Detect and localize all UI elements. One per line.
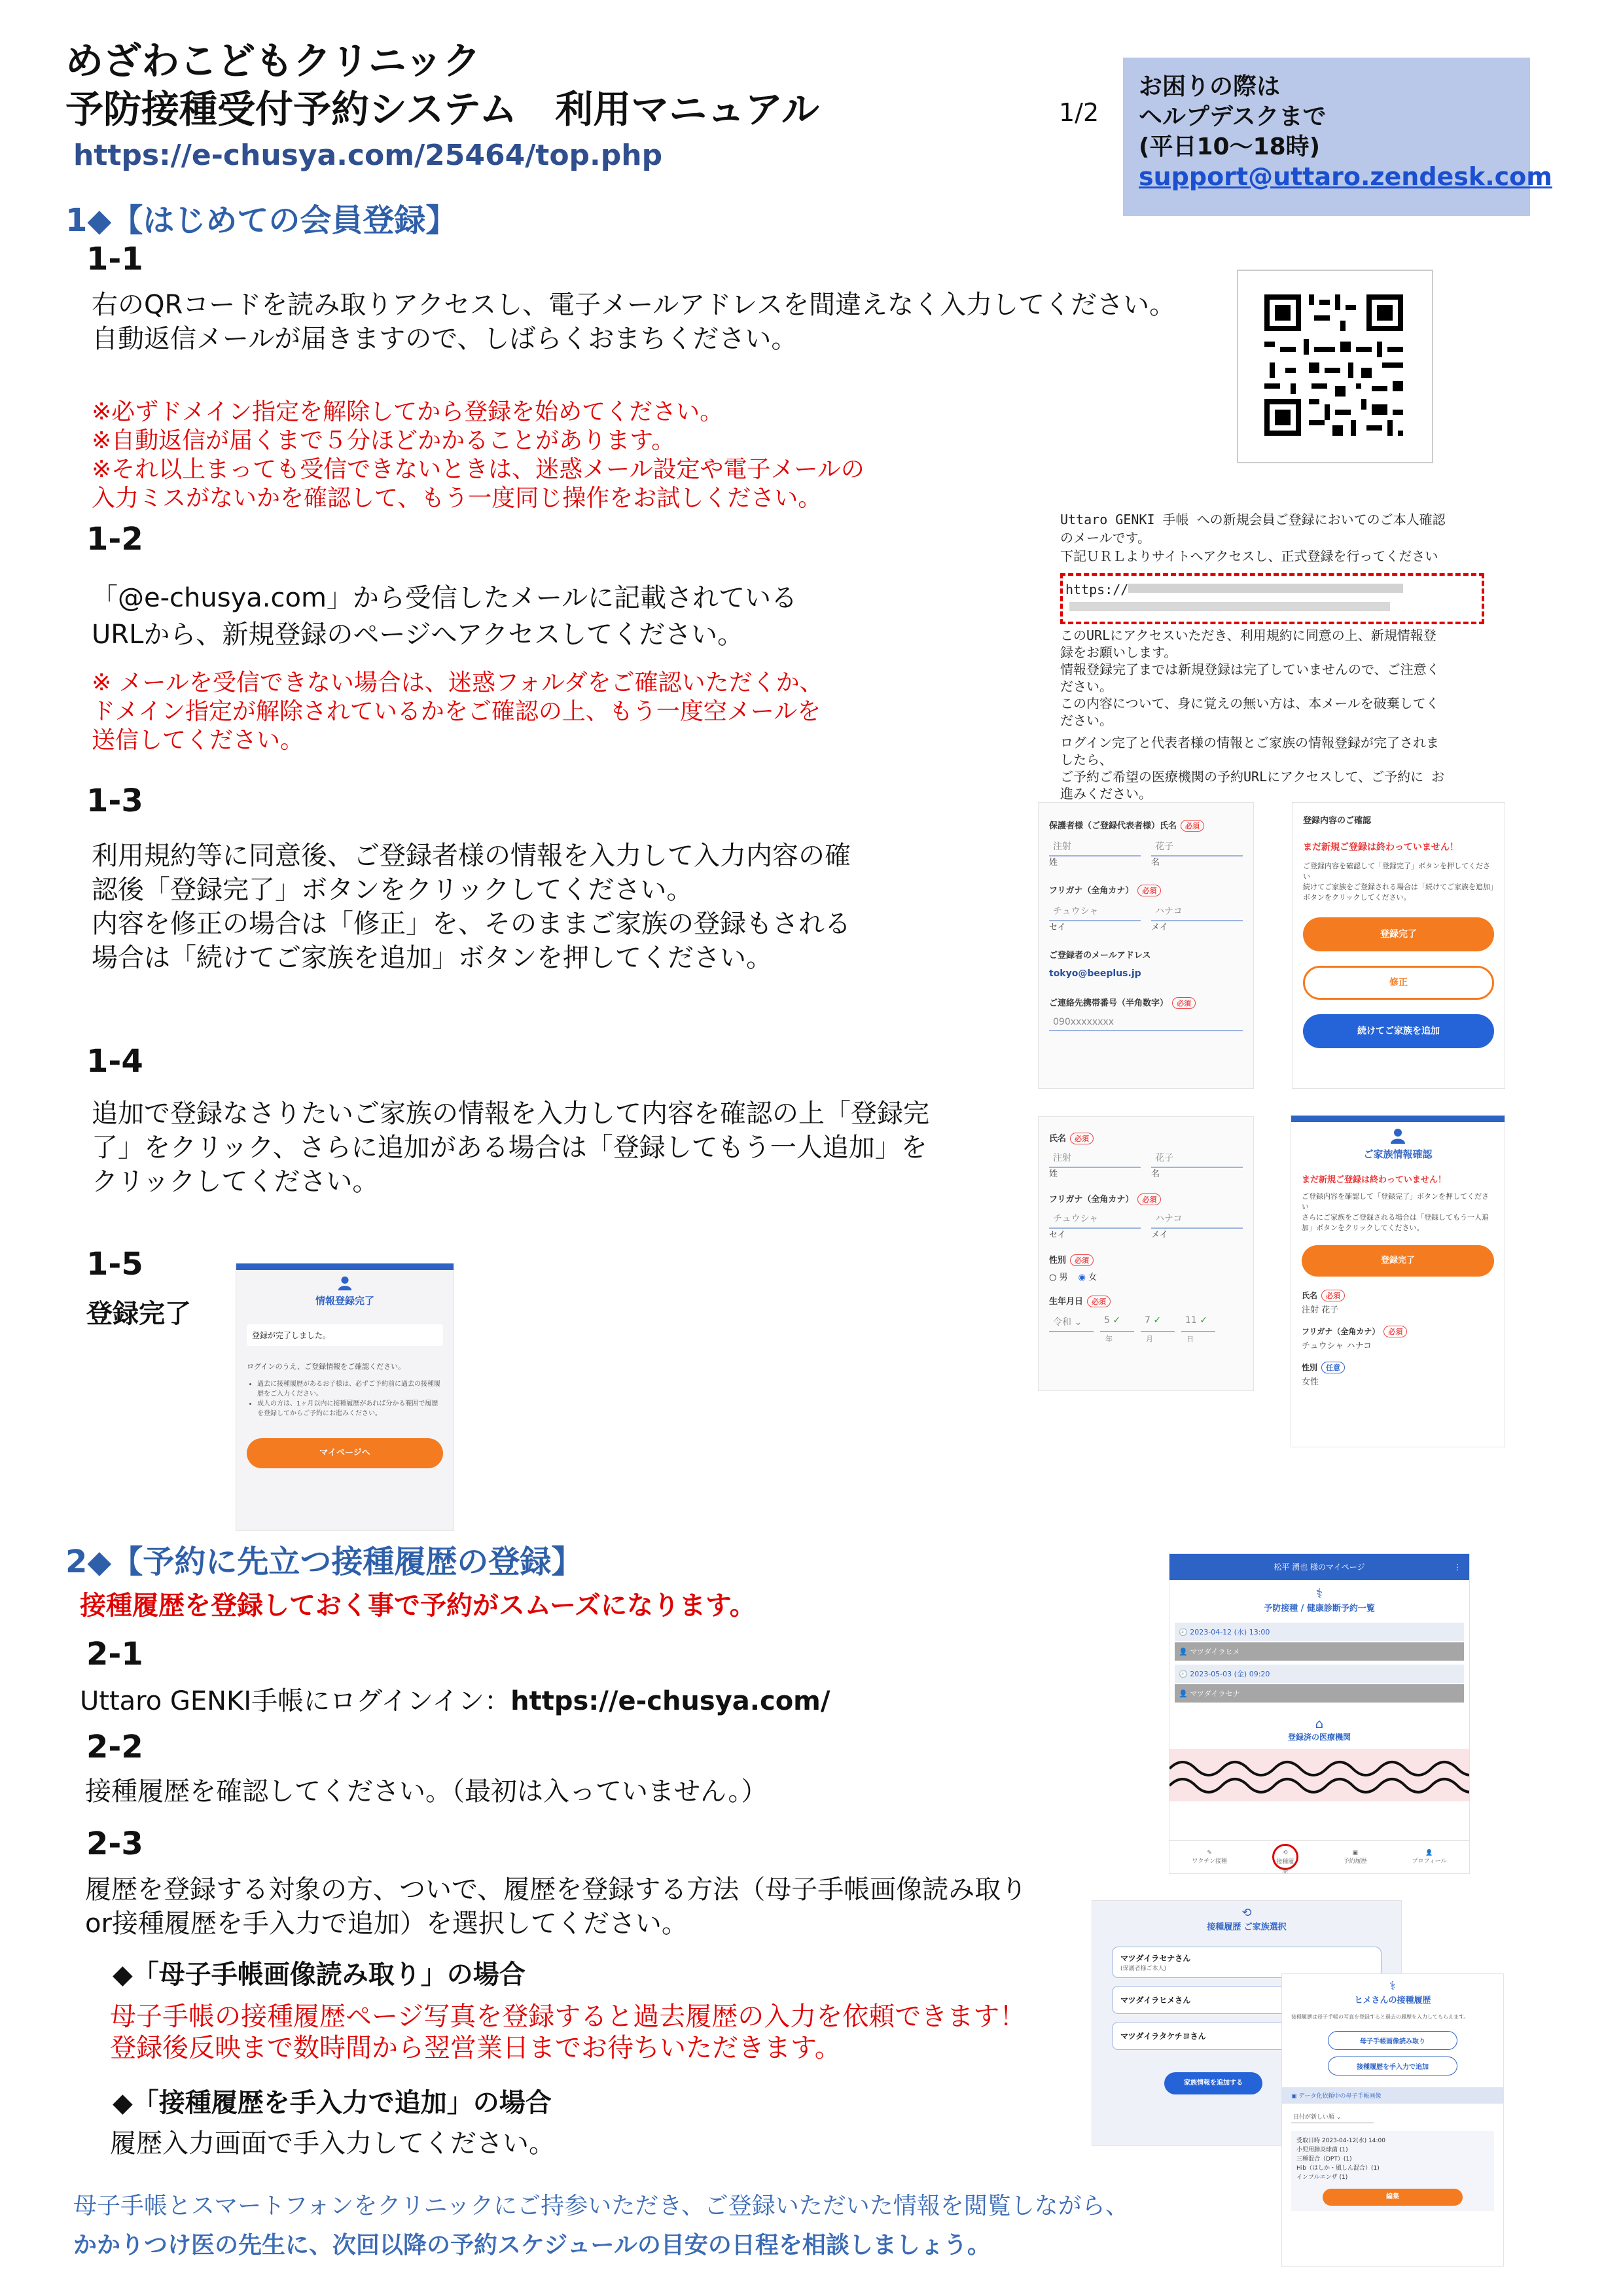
done-bullet-2: • 成人の方は、1ヶ月以内に接種履歴があれば分かる範囲で履歴を登録してからご予約にお進みください。 <box>257 1399 443 1419</box>
era-value: 令和 <box>1053 1317 1071 1328</box>
mypage-title: 予防接種 / 健康診断予約一覧 <box>1264 1604 1375 1614</box>
kana-last-field[interactable]: チュウシャ <box>1049 1209 1141 1229</box>
confirm-warning: まだ新規ご登録は終わっていません！ <box>1303 842 1459 853</box>
family-label-sex <box>1302 1362 1494 1373</box>
note-4: 入力ミスがないかを確認して、もう一度同じ操作をお試しください。 <box>92 485 822 512</box>
kana-first-field[interactable]: ハナコ <box>1151 902 1243 921</box>
radio-male-label: 男 <box>1059 1273 1068 1282</box>
step-1-4-text-3: クリックしてください。 <box>92 1167 379 1197</box>
help-email-link[interactable]: support@uttaro.zendesk.com <box>1139 162 1552 191</box>
stethoscope-icon: ⚕ <box>1389 1979 1396 1993</box>
kana-first-caption: メイ <box>1151 923 1168 932</box>
history-desc: 接種履歴は母子手帳の写真を登録すると過去の履歴を入力してもらえます。 <box>1291 2014 1469 2020</box>
case-photo-note-2: 登録後反映まで数時間から翌営業日までお待ちいただきます。 <box>110 2033 841 2063</box>
add-family-info-button[interactable]: 家族情報を追加する <box>1164 2072 1262 2094</box>
first-name-field[interactable]: 花子 <box>1151 1148 1243 1168</box>
label-kana-text: フリガナ（全角カナ） <box>1049 1195 1134 1205</box>
family-desc-2: さらにご家族をご登録される場合は「登録してもう一人追加」ボタンをクリックしてください。 <box>1302 1213 1489 1232</box>
radio-male[interactable]: ○ 男 <box>1049 1273 1068 1282</box>
step-2-2-number: 2-2 <box>86 1729 143 1765</box>
mail-line: 録をお願いします。 <box>1060 645 1177 660</box>
done-bullet-1: • 過去に接種履歴があるお子様は、必ずご予約前に過去の接種履歴をご入力ください。 <box>257 1379 443 1399</box>
nav-history-label: 接種履歴 <box>1276 1859 1294 1874</box>
done-message-box: 登録が完了しました。 <box>247 1324 443 1346</box>
first-name-caption: 名 <box>1151 858 1160 868</box>
history-record-card <box>1291 2131 1494 2211</box>
person-1-name: マツダイラセナさん <box>1120 1954 1191 1963</box>
family-name-value: 注射 花子 <box>1302 1305 1339 1315</box>
year-value: 5 <box>1104 1315 1110 1326</box>
optional-badge: 任意 <box>1321 1362 1345 1373</box>
section-2-lead: 接種履歴を登録しておく事で予約がスムーズになります。 <box>80 1591 756 1621</box>
required-badge: 必須 <box>1181 820 1204 832</box>
user-icon <box>236 1275 454 1294</box>
step-1-3-text-4: 場合は「続けてご家族を追加」ボタンを押してください。 <box>92 943 772 973</box>
step-1-2-text-1: 「@e-chusya.com」から受信したメールに記載されている <box>92 583 798 613</box>
family-desc-1: ご登録内容を確認して「登録完了」ボタンを押してください <box>1302 1192 1489 1211</box>
registrant-form-image <box>1038 802 1254 1089</box>
helpdesk-box <box>1123 58 1552 216</box>
record-item: 三種混合（DPT）(1) <box>1296 2156 1352 2163</box>
family-select-title: 接種履歴 ご家族選択 <box>1207 1922 1287 1932</box>
last-name-field[interactable]: 注射 <box>1049 837 1141 857</box>
nav-vaccine-label: ワクチン接種 <box>1192 1858 1227 1865</box>
label-name <box>1049 819 1243 832</box>
nav-history[interactable]: ⟲ 接種履歴 <box>1272 1844 1298 1870</box>
page-number: 1/2 <box>1059 98 1099 127</box>
label-mail: ご登録者のメールアドレス <box>1049 951 1151 961</box>
kana-last-caption: セイ <box>1049 923 1066 932</box>
required-badge: 必須 <box>1070 1133 1094 1144</box>
step-2-3-number: 2-3 <box>86 1826 143 1862</box>
top-url-link[interactable]: https://e-chusya.com/25464/top.php <box>73 139 663 172</box>
login-url-link[interactable]: https://e-chusya.com/ <box>510 1686 830 1716</box>
confirm-title: 登録内容のご確認 <box>1303 816 1372 826</box>
section-1-heading: 1◆【はじめての会員登録】 <box>65 202 457 239</box>
radio-female[interactable]: ◉ 女 <box>1078 1273 1097 1282</box>
label-sex-text: 性別 <box>1049 1256 1067 1265</box>
year-field[interactable]: 5 ✓ <box>1100 1313 1134 1332</box>
kana-first-field[interactable]: ハナコ <box>1151 1209 1243 1229</box>
kana-last-caption: セイ <box>1049 1230 1066 1240</box>
label-birth <box>1049 1294 1243 1307</box>
kana-first-caption: メイ <box>1151 1230 1168 1240</box>
registration-complete-label: 登録完了 <box>86 1299 191 1329</box>
last-name-field[interactable]: 注射 <box>1049 1148 1141 1168</box>
day-caption: 日 <box>1186 1335 1194 1343</box>
step-1-4-text-2: 了」をクリック、さらに追加がある場合は「登録してもう一人追加」を <box>92 1133 927 1163</box>
step-2-2-text: 接種履歴を確認してください。（最初は入っていません。） <box>85 1776 768 1807</box>
case-manual-heading: ◆「接種履歴を手入力で追加」の場合 <box>113 2088 552 2118</box>
section-2-heading: 2◆【予約に先立つ接種履歴の登録】 <box>65 1544 583 1580</box>
mail-line: 下記ＵＲＬよりサイトへアクセスし、正式登録を行ってください <box>1060 548 1438 564</box>
note-2: ※自動返信が届くまで５分ほどかかることがあります。 <box>92 427 675 454</box>
done-title: 情報登録完了 <box>315 1295 374 1307</box>
family-label-kana <box>1302 1326 1494 1337</box>
step-1-3-text-2: 認後「登録完了」ボタンをクリックしてください。 <box>92 875 693 905</box>
menu-icon[interactable]: ⋮ <box>1454 1563 1461 1572</box>
family-form-image <box>1038 1116 1254 1391</box>
note-1: ※必ずドメイン指定を解除してから登録を始めてください。 <box>92 398 724 425</box>
family-register-button[interactable]: 登録完了 <box>1302 1245 1494 1277</box>
kana-last-field[interactable]: チュウシャ <box>1049 902 1141 921</box>
user-icon <box>1291 1127 1505 1147</box>
add-family-button[interactable]: 続けてご家族を追加 <box>1303 1014 1494 1048</box>
step-2-1-line <box>80 1684 830 1718</box>
step-1-1-number: 1-1 <box>86 241 143 277</box>
family-kana-value: チュウシャ ハナコ <box>1302 1341 1372 1351</box>
record-item: 小児用肺炎球菌 (1) <box>1296 2147 1348 2153</box>
step-2-1-number: 2-1 <box>86 1636 143 1672</box>
pending-images-bar[interactable]: ▣ データ化依頼中の母子手帳画像 <box>1282 2087 1503 2104</box>
step-1-2-note-2: ドメイン指定が解除されているかをご確認の上、もう一度空メールを <box>92 698 821 725</box>
label-kana <box>1049 1192 1243 1205</box>
step-1-2-note-3: 送信してください。 <box>92 727 304 754</box>
mypage-button[interactable]: マイページへ <box>247 1438 443 1468</box>
mypage-header <box>1169 1554 1469 1580</box>
mail-line: 進みください。 <box>1060 786 1152 802</box>
reservation-1-name: マツダイラヒメ <box>1190 1648 1240 1656</box>
record-item: Hib（はしか・風しん混合）(1) <box>1296 2165 1380 2172</box>
step-1-1-text: 右のQRコードを読み取りアクセスし、電子メールアドレスを間違えなく入力してください。自動返信メールが届きますので、しばらくおまちください。 <box>92 290 1176 354</box>
case-photo-heading: ◆「母子手帳画像読み取り」の場合 <box>113 1960 526 1990</box>
step-1-3-number: 1-3 <box>86 783 143 819</box>
family-confirm-image <box>1291 1115 1505 1447</box>
first-name-field[interactable]: 花子 <box>1151 837 1243 857</box>
mail-line: ご予約ご希望の医療機関の予約URLにアクセスして、ご予約に お <box>1060 769 1445 785</box>
label-phone <box>1049 996 1243 1009</box>
label-phone-text: ご連絡先携帯番号（半角数字） <box>1049 998 1169 1008</box>
label-sex <box>1049 1253 1243 1266</box>
required-badge: 必須 <box>1087 1296 1111 1307</box>
record-date: 受取日時 2023-04-12(水) 14:00 <box>1296 2138 1385 2144</box>
wave-divider <box>1169 1749 1470 1801</box>
register-complete-button[interactable]: 登録完了 <box>1303 917 1494 951</box>
required-badge: 必須 <box>1137 1193 1161 1205</box>
vaccination-history-image <box>1281 1973 1504 2267</box>
help-hours: (平日10～18時) <box>1139 133 1321 160</box>
radio-female-label: 女 <box>1088 1273 1097 1282</box>
record-item: インフルエンザ (1) <box>1296 2174 1348 2181</box>
label-text: 性別 <box>1302 1363 1318 1372</box>
reservation-row-1[interactable]: 🕘 2023-04-12 (水) 13:00 <box>1175 1623 1464 1641</box>
reservation-row-2[interactable]: 🕘 2023-05-03 (金) 09:20 <box>1175 1665 1464 1683</box>
reservation-1-date: 2023-04-12 (水) 13:00 <box>1190 1628 1270 1636</box>
clinic-name: めざわこどもクリニック <box>65 39 481 83</box>
reservation-2-date: 2023-05-03 (金) 09:20 <box>1190 1670 1270 1678</box>
case-manual-text: 履歴入力画面で手入力してください。 <box>110 2128 555 2159</box>
history-title: ヒメさんの接種履歴 <box>1354 1996 1431 2005</box>
nav-profile-label: プロフィール <box>1412 1858 1447 1865</box>
step-1-4-text-1: 追加で登録なさりたいご家族の情報を入力して内容を確認の上「登録完 <box>92 1099 929 1129</box>
label-name <box>1049 1131 1243 1144</box>
step-1-2-note-1: ※ メールを受信できない場合は、迷惑フォルダをご確認いただくか、 <box>92 669 823 696</box>
header-bar <box>1291 1116 1505 1122</box>
mail-line: ログイン完了と代表者様の情報とご家族の情報登録が完了されま <box>1060 735 1439 751</box>
step-1-3-text-1: 利用規約等に同意後、ご登録者様の情報を入力して入力内容の確 <box>92 841 851 871</box>
qr-code-image[interactable] <box>1237 270 1433 463</box>
mail-line: のメールです。 <box>1060 530 1150 546</box>
step-1-4-number: 1-4 <box>86 1043 143 1080</box>
step-2-3-text-1: 履歴を登録する対象の方、ついで、履歴を登録する方法（母子手帳画像読み取り <box>85 1875 1027 1905</box>
family-warning: まだ新規ご登録は終わっていません！ <box>1302 1175 1446 1185</box>
stethoscope-icon: ⚕ <box>1315 1585 1323 1601</box>
month-caption: 月 <box>1146 1335 1153 1343</box>
day-value: 11 <box>1185 1315 1197 1326</box>
person-1-sub: (保護者様ご本人) <box>1120 1966 1167 1972</box>
confirm-desc-1: ご登録内容を確認して「登録完了」ボタンを押してください <box>1303 862 1490 881</box>
sort-value: 日付が新しい順 <box>1293 2114 1335 2121</box>
person-3-name: マツダイラタケチヨさん <box>1120 2032 1206 2041</box>
label-name-text: 保護者様（ご登録代表者様）氏名 <box>1049 821 1177 831</box>
step-2-1-text: Uttaro GENKI手帳にログインイン： <box>80 1686 511 1716</box>
mail-value: tokyo@beeplus.jp <box>1049 968 1141 979</box>
last-name-caption: 姓 <box>1049 1169 1058 1179</box>
year-caption: 年 <box>1105 1335 1113 1343</box>
confirm-screen-image <box>1292 802 1505 1089</box>
required-badge: 必須 <box>1383 1326 1407 1337</box>
label-name-text: 氏名 <box>1049 1134 1067 1144</box>
mail-line: ださい。 <box>1060 679 1113 694</box>
label-text: フリガナ（全角カナ） <box>1302 1327 1380 1336</box>
page-title: 予防接種受付予約システム 利用マニュアル <box>65 87 819 132</box>
help-line-1: お困りの際は <box>1139 73 1281 100</box>
reservation-1-name-row: 👤 マツダイラヒメ <box>1175 1642 1464 1661</box>
mail-line: 情報登録完了までは新規登録は完了していませんので、ご注意く <box>1060 662 1440 677</box>
manual-add-button[interactable]: 接種履歴を手入力で追加 <box>1328 2057 1457 2075</box>
case-photo-note-1: 母子手帳の接種履歴ページ写真を登録すると過去履歴の入力を依頼できます！ <box>110 2002 1026 2032</box>
confirm-desc-2: 続けてご家族をご登録される場合は「続けてご家族を追加」ボタンをクリックしてください。 <box>1303 883 1494 902</box>
nav-vaccine[interactable]: ✎ ワクチン接種 <box>1192 1849 1227 1865</box>
pending-images-label: データ化依頼中の母子手帳画像 <box>1298 2093 1382 2100</box>
mail-line: この内容について、身に覚えの無い方は、本メールを破棄してく <box>1060 696 1439 711</box>
nav-reservations[interactable]: ▣ 予約履歴 <box>1343 1849 1367 1865</box>
person-2-name: マツダイラヒメさん <box>1120 1996 1191 2005</box>
help-line-2: ヘルプデスクまで <box>1139 103 1327 130</box>
sort-select[interactable]: 日付が新しい順 ⌄ <box>1291 2110 1374 2123</box>
mail-line: ださい。 <box>1060 713 1113 728</box>
nav-profile[interactable]: 👤 プロフィール <box>1412 1849 1447 1865</box>
step-1-2-text-2: URLから、新規登録のページへアクセスしてください。 <box>92 620 744 650</box>
confirmation-mail-image <box>1060 510 1492 802</box>
mail-line: このURLにアクセスいただき、利用規約に同意の上、新規情報登 <box>1060 627 1436 643</box>
registration-done-image <box>236 1263 454 1531</box>
done-desc: ログインのうえ、ご登録情報をご確認ください。 <box>247 1362 406 1371</box>
registered-clinics-title: 登録済の医療機関 <box>1287 1733 1351 1742</box>
fix-button[interactable]: 修正 <box>1303 966 1494 1000</box>
label-birth-text: 生年月日 <box>1049 1297 1084 1307</box>
mail-line: したら、 <box>1060 752 1113 768</box>
family-sex-value: 女性 <box>1302 1377 1319 1387</box>
edit-button[interactable]: 編集 <box>1323 2189 1463 2206</box>
history-icon: ⟲ <box>1241 1906 1252 1920</box>
required-badge: 必須 <box>1137 885 1161 896</box>
first-name-caption: 名 <box>1151 1169 1160 1179</box>
month-field[interactable]: 7 ✓ <box>1141 1313 1175 1332</box>
phone-field[interactable]: 090xxxxxxxx <box>1049 1014 1243 1031</box>
header-bar <box>236 1263 454 1270</box>
footer-line-2: かかりつけ医の先生に、次回以降の予約スケジュールの目安の日程を相談しましょう。 <box>73 2232 991 2259</box>
mypage-header-text: 松平 湧也 様のマイページ <box>1274 1563 1365 1572</box>
mail-line: Uttaro GENKI 手帳 への新規会員ご登録においてのご本人確認 <box>1060 512 1446 527</box>
photo-read-button[interactable]: 母子手帳画像読み取り <box>1328 2031 1457 2050</box>
mypage-image <box>1169 1553 1470 1874</box>
footer-line-1: 母子手帳とスマートフォンをクリニックにご持参いただき、ご登録いただいた情報を閲覧しながら、 <box>73 2193 1129 2219</box>
month-value: 7 <box>1145 1315 1150 1326</box>
nav-reservations-label: 予約履歴 <box>1343 1858 1367 1865</box>
required-badge: 必須 <box>1321 1290 1345 1301</box>
required-badge: 必須 <box>1070 1254 1094 1266</box>
reservation-2-name-row: 👤 マツダイラセナ <box>1175 1684 1464 1703</box>
blurred-url <box>1069 602 1390 611</box>
sex-radio-group <box>1049 1270 1243 1282</box>
era-select[interactable]: 令和 ⌄ <box>1049 1313 1094 1332</box>
required-badge: 必須 <box>1172 997 1196 1009</box>
mail-url-highlight <box>1060 573 1484 624</box>
bottom-nav <box>1169 1840 1469 1873</box>
day-field[interactable]: 11 ✓ <box>1181 1313 1215 1332</box>
label-text: 氏名 <box>1302 1291 1318 1300</box>
family-label-name <box>1302 1290 1494 1301</box>
step-1-5-number: 1-5 <box>86 1246 143 1282</box>
blurred-url <box>1128 584 1403 593</box>
step-1-3-text-3: 内容を修正の場合は「修正」を、そのままご家族の登録もされる <box>92 909 851 939</box>
hospital-icon: ⌂ <box>1315 1716 1324 1731</box>
mail-url: https:// <box>1065 582 1129 597</box>
step-1-2-number: 1-2 <box>86 521 143 557</box>
label-kana <box>1049 883 1243 896</box>
step-2-3-text-2: or接種履歴を手入力で追加）を選択してください。 <box>85 1909 688 1939</box>
family-confirm-title: ご家族情報確認 <box>1363 1148 1433 1160</box>
reservation-2-name: マツダイラセナ <box>1190 1689 1240 1698</box>
note-3: ※それ以上まっても受信できないときは、迷惑メール設定や電子メールの <box>92 456 865 483</box>
last-name-caption: 姓 <box>1049 858 1058 868</box>
label-kana-text: フリガナ（全角カナ） <box>1049 886 1134 896</box>
